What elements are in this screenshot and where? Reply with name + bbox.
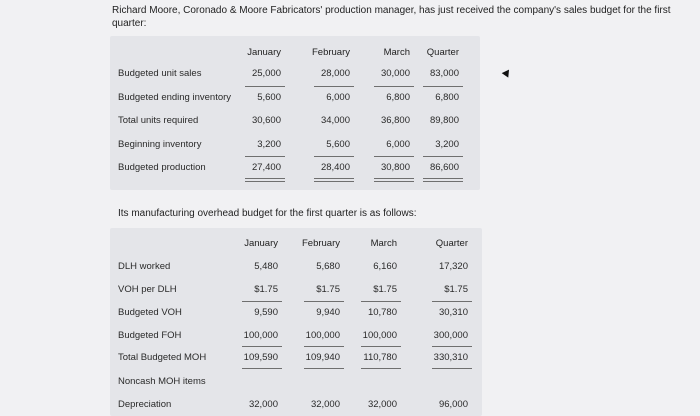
moh-underline [242,301,282,302]
moh-cell: 32,000 [248,399,278,410]
sales-cell: 25,000 [251,68,281,79]
sales-cell: 6,000 [326,92,350,103]
mouse-cursor-icon [502,67,513,77]
moh-cell: 9,590 [254,307,278,318]
sales-row-label: Budgeted production [118,162,206,173]
sales-cell: 30,000 [380,68,410,79]
sales-header-february: February [311,47,350,58]
sales-cell: 36,800 [380,115,410,126]
sales-cell: 6,800 [386,92,410,103]
moh-cell: 100,000 [362,330,397,341]
moh-header-quarter: Quarter [435,238,468,249]
sales-underline [314,86,354,87]
sales-underline [374,156,414,157]
moh-cell: 17,320 [438,261,468,272]
intro-text: Richard Moore, Coronado & Moore Fabricators' production manager, has just received the company's sales budget for the first quarter: [112,5,671,29]
moh-cell: 30,310 [438,307,468,318]
moh-header-february: February [301,238,340,249]
moh-underline [304,301,344,302]
moh-header-march: March [370,238,397,249]
sales-cell: 6,800 [435,92,459,103]
sales-budget-table [110,36,480,190]
moh-row-label: Total Budgeted MOH [118,352,207,363]
moh-underline [432,301,472,302]
moh-budget-table [110,228,482,416]
sales-cell: 5,600 [257,92,281,103]
moh-cell: 32,000 [367,399,397,410]
moh-underline [361,368,401,369]
moh-cell: 5,680 [316,261,340,272]
moh-row-label: DLH worked [118,261,171,272]
sales-underline [374,86,414,87]
moh-cell: 109,590 [243,352,278,363]
sales-cell: 83,000 [429,68,459,79]
moh-cell: 5,480 [254,261,278,272]
moh-cell: 100,000 [243,330,278,341]
sales-underline [245,156,285,157]
sales-underline [314,178,354,179]
sales-underline [423,86,463,87]
sales-cell: 28,400 [320,162,350,173]
moh-header-january: January [244,238,278,249]
moh-cell: 6,160 [373,261,397,272]
sales-cell: 34,000 [320,115,350,126]
moh-underline [432,368,472,369]
moh-cell: 110,780 [363,352,397,363]
sales-underline [314,181,354,182]
moh-cell: $1.75 [373,284,397,295]
moh-row-label: VOH per DLH [118,284,177,295]
sales-cell: 30,600 [251,115,281,126]
moh-underline [432,346,472,347]
moh-cell: $1.75 [254,284,278,295]
sales-cell: 89,800 [429,115,459,126]
moh-underline [304,346,344,347]
sales-underline [245,181,285,182]
sales-header-quarter: Quarter [426,47,459,58]
moh-underline [361,346,401,347]
sales-row-label: Budgeted unit sales [118,68,202,79]
moh-cell: 96,000 [438,399,468,410]
moh-cell: 32,000 [310,399,340,410]
moh-intro-text: Its manufacturing overhead budget for the first quarter is as follows: [118,208,417,219]
moh-row-label: Budgeted FOH [118,330,182,341]
moh-row-label: Depreciation [118,399,172,410]
sales-underline [314,156,354,157]
moh-cell: 330,310 [433,352,468,363]
sales-header-march: March [383,47,410,58]
moh-cell: 109,940 [305,352,340,363]
moh-cell: 10,780 [367,307,397,318]
sales-cell: 3,200 [435,139,459,150]
moh-cell: 9,940 [316,307,340,318]
sales-cell: 5,600 [326,139,350,150]
sales-cell: 3,200 [257,139,281,150]
sales-row-label: Beginning inventory [118,139,202,150]
sales-underline [423,156,463,157]
moh-underline [242,368,282,369]
sales-cell: 27,400 [251,162,281,173]
sales-header-january: January [247,47,281,58]
moh-cell: $1.75 [444,284,468,295]
moh-row-label: Noncash MOH items [118,376,206,387]
sales-underline [423,178,463,179]
sales-underline [374,181,414,182]
moh-cell: 300,000 [433,330,468,341]
moh-underline [304,368,344,369]
moh-underline [361,301,401,302]
sales-cell: 30,800 [380,162,410,173]
moh-row-label: Budgeted VOH [118,307,182,318]
sales-underline [374,178,414,179]
sales-cell: 28,000 [320,68,350,79]
sales-underline [245,86,285,87]
sales-underline [423,181,463,182]
moh-cell: 100,000 [305,330,340,341]
sales-row-label: Budgeted ending inventory [118,92,232,103]
sales-row-label: Total units required [118,115,199,126]
moh-cell: $1.75 [316,284,340,295]
sales-cell: 86,600 [429,162,459,173]
sales-underline [245,178,285,179]
sales-cell: 6,000 [386,139,410,150]
moh-underline [242,346,282,347]
